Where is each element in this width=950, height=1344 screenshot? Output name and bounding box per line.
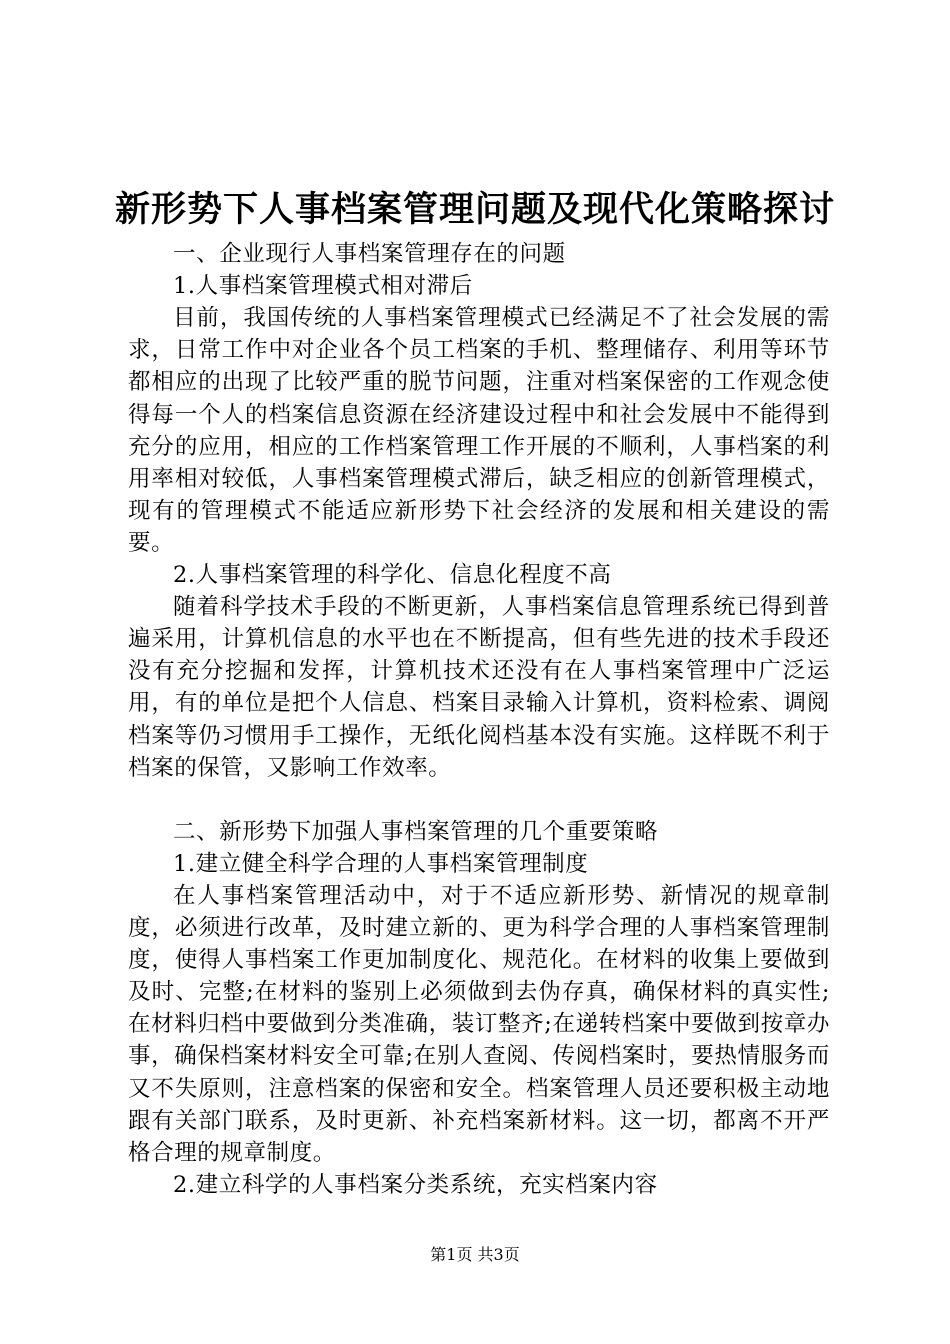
subsection-heading-1-1: 1.人事档案管理模式相对滞后 bbox=[173, 273, 473, 300]
page-footer: 第1页 共3页 bbox=[430, 1245, 520, 1264]
section-heading-2: 二、新形势下加强人事档案管理的几个重要策略 bbox=[173, 818, 659, 845]
section-gap bbox=[128, 784, 830, 816]
subsection-heading-2-1: 1.建立健全科学合理的人事档案管理制度 bbox=[173, 850, 589, 877]
paragraph-1-1: 目前，我国传统的人事档案管理模式已经满足不了社会发展的需求，日常工作中对企业各个员工档案的手机、整理储存、利用等环节都相应的出现了比较严重的脱节问题，注重对档案保密的工作观念使得每一个人的档案信息资源在经济建设过程中和社会发展中不能得到充分的应用，相应的工作档案管理工作开展的不顺利，人事档案的利用率相对较低，人事档案管理模式滞后，缺乏相应的创新管理模式，现有的管理模式不能适应新形势下社会经济的发展和相关建设的需要。 bbox=[128, 305, 830, 556]
section-heading-1: 一、企业现行人事档案管理存在的问题 bbox=[173, 241, 566, 268]
paragraph-2-1: 在人事档案管理活动中，对于不适应新形势、新情况的规章制度，必须进行改革，及时建立新的、更为科学合理的人事档案管理制度，使得人事档案工作更加制度化、规范化。在材料的收集上要做到及时、完整;在材料的鉴别上必须做到去伪存真，确保材料的真实性;在材料归档中要做到分类准确，装订整齐;在递转档案中要做到按章办事，确保档案材料安全可靠;在别人查阅、传阅档案时，要热情服务而又不失原则，注意档案的保密和安全。档案管理人员还要积极主动地跟有关部门联系，及时更新、补充档案新材料。这一切，都离不开严格合理的规章制度。 bbox=[128, 882, 830, 1166]
subsection-heading-1-2: 2.人事档案管理的科学化、信息化程度不高 bbox=[173, 562, 612, 589]
subsection-heading-2-2: 2.建立科学的人事档案分类系统，充实档案内容 bbox=[173, 1171, 658, 1198]
document-body bbox=[128, 206, 830, 1201]
title-gap bbox=[128, 206, 830, 238]
document-title: 新形势下人事档案管理问题及现代化策略探讨 bbox=[114, 189, 835, 230]
paragraph-1-2: 随着科学技术手段的不断更新，人事档案信息管理系统已得到普遍采用，计算机信息的水平也在不断提高，但有些先进的技术手段还没有充分挖掘和发挥，计算机技术还没有在人事档案管理中广泛运用，有的单位是把个人信息、档案目录输入计算机，资料检索、调阅档案等仍习惯用手工操作，无纸化阅档基本没有实施。这样既不利于档案的保管，又影响工作效率。 bbox=[128, 594, 830, 781]
